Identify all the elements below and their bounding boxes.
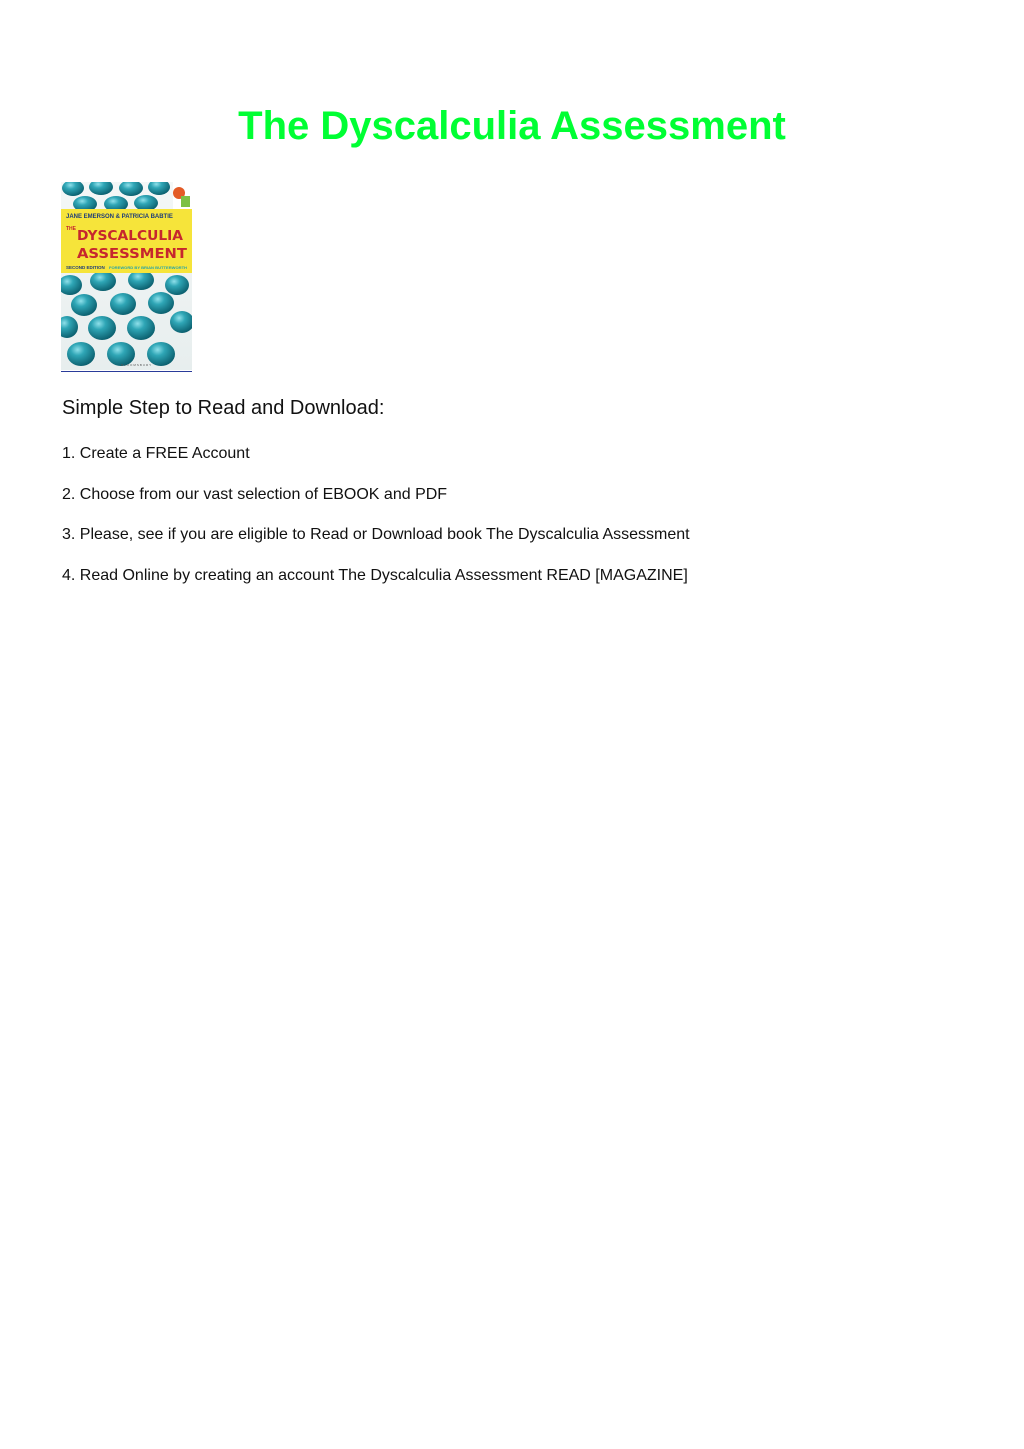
cover-edition: SECOND EDITION bbox=[66, 265, 105, 270]
book-cover-image bbox=[61, 182, 192, 370]
cover-foreword: FOREWORD BY BRIAN BUTTERWORTH bbox=[109, 265, 188, 270]
step-item: 4. Read Online by creating an account The Dyscalculia Assessment READ [MAGAZINE] bbox=[62, 566, 688, 584]
cover-title-prefix: THE bbox=[66, 226, 76, 232]
cover-title-line1: DYSCALCULIA bbox=[77, 229, 183, 244]
step-item: 1. Create a FREE Account bbox=[62, 445, 250, 462]
cover-title-line2: ASSESSMENT bbox=[77, 247, 188, 262]
book-cover-link[interactable] bbox=[61, 182, 192, 372]
steps-list bbox=[62, 443, 690, 605]
steps-heading: Simple Step to Read and Download: bbox=[62, 397, 385, 419]
document-title: The Dyscalculia Assessment bbox=[238, 104, 786, 148]
step-item: 2. Choose from our vast selection of EBOOK and PDF bbox=[62, 485, 448, 503]
cover-authors: JANE EMERSON & PATRICIA BABTIE bbox=[66, 214, 173, 220]
cover-publisher: BLOOMSBURY bbox=[121, 363, 153, 367]
step-item: 3. Please, see if you are eligible to Read or Download book The Dyscalculia Assessment bbox=[62, 526, 690, 543]
